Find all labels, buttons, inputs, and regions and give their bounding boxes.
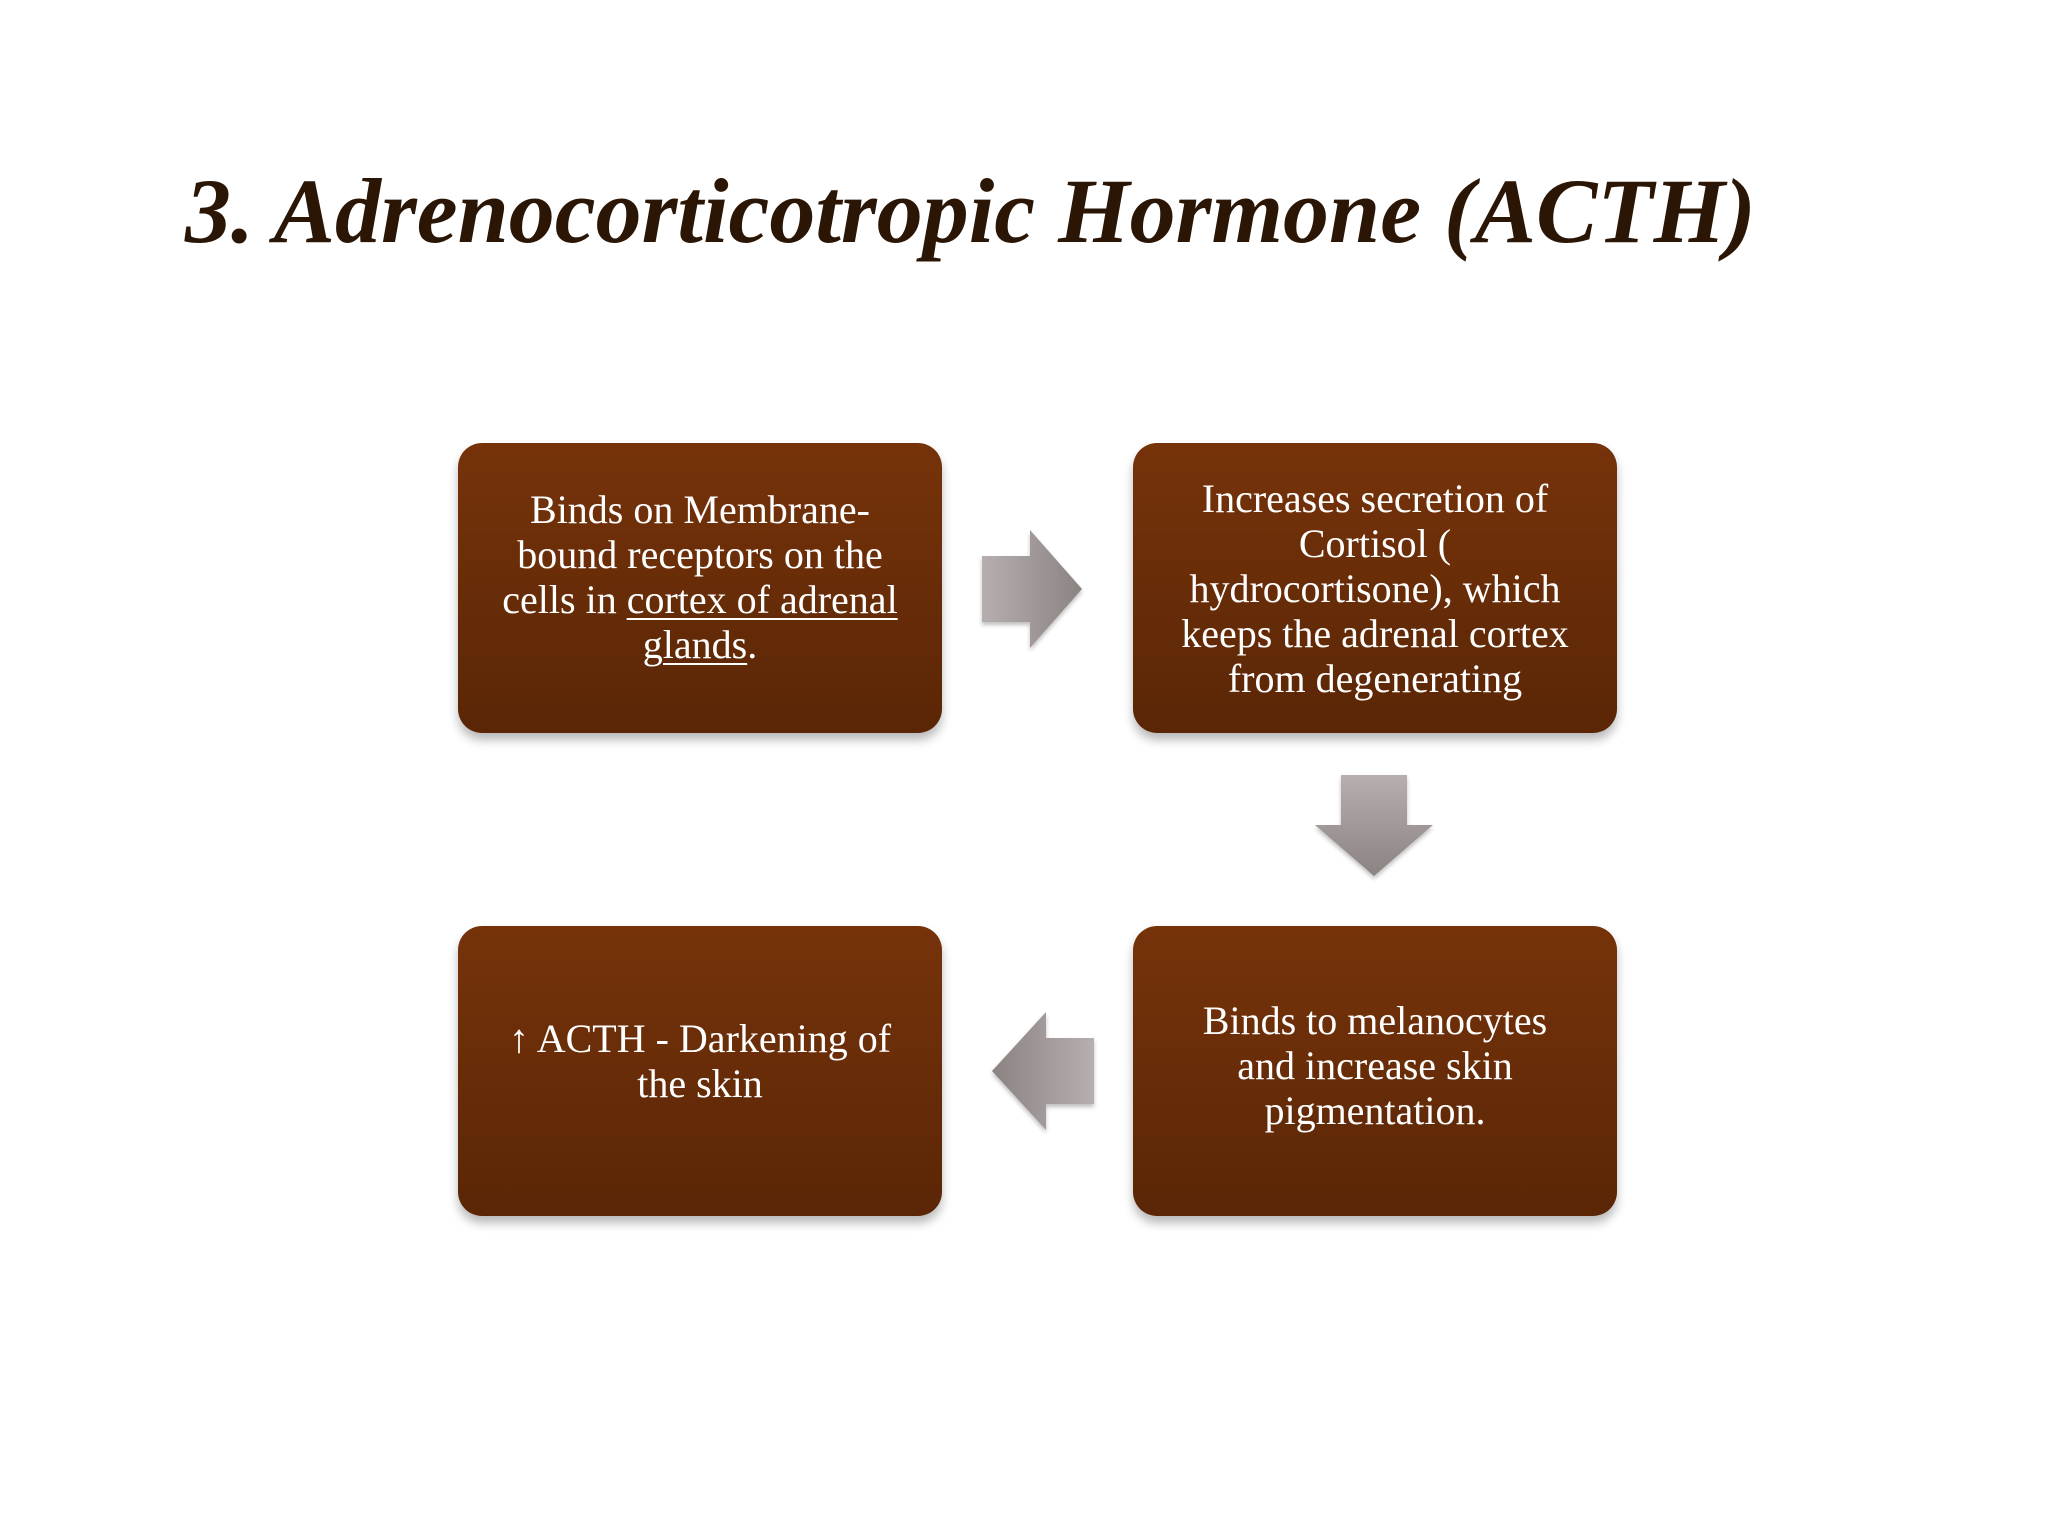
- step-4-line-2: the skin: [637, 1061, 763, 1106]
- step-3-line-3: pigmentation.: [1264, 1087, 1486, 1133]
- flow-step-3: [1133, 926, 1617, 1216]
- step-4-line-1: ↑ ACTH - Darkening of: [508, 1016, 892, 1061]
- cortex-of-adrenal-glands-link[interactable]: cortex of adrenal: [626, 577, 898, 622]
- flow-step-4: [458, 926, 942, 1216]
- flow-step-4-text: [509, 1016, 891, 1106]
- down-arrow-icon: [1311, 772, 1437, 884]
- step-2-line-1: Increases secretion of: [1201, 475, 1549, 521]
- flow-step-2-text: [1181, 476, 1569, 701]
- step-2-line-3: hydrocortisone), which: [1189, 565, 1561, 611]
- flow-step-3-text: [1203, 998, 1547, 1133]
- flow-step-1-text: [502, 487, 897, 667]
- page-title: 3. Adrenocorticotropic Hormone (ACTH): [185, 160, 1756, 262]
- step-1-line-4-suffix: .: [747, 622, 758, 667]
- step-1-line-3-prefix: cells in: [502, 577, 627, 622]
- step-3-line-1: Binds to melanocytes: [1202, 997, 1548, 1043]
- step-2-line-5: from degenerating: [1227, 655, 1523, 701]
- step-2-line-4: keeps the adrenal cortex: [1181, 610, 1569, 656]
- flow-step-1: [458, 443, 942, 733]
- flow-step-2: [1133, 443, 1617, 733]
- step-1-line-2: bound receptors on the: [517, 532, 883, 577]
- step-2-line-2: Cortisol (: [1298, 520, 1452, 566]
- step-1-line-1: Binds on Membrane-: [530, 487, 870, 532]
- glands-link[interactable]: glands: [642, 622, 748, 667]
- right-arrow-icon: [978, 528, 1090, 652]
- left-arrow-icon: [986, 1010, 1098, 1134]
- step-3-line-2: and increase skin: [1237, 1042, 1513, 1088]
